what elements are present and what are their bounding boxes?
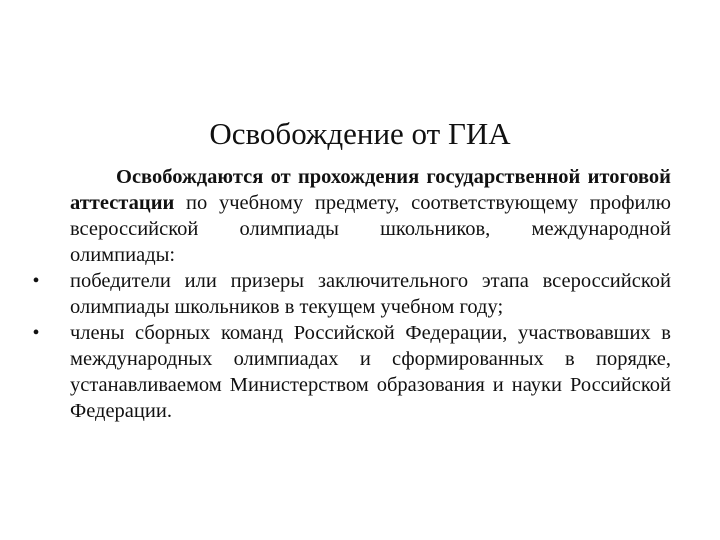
bullet-list: [32, 268, 671, 424]
bullet-dot-icon: •: [32, 270, 40, 292]
list-item: [32, 320, 671, 424]
intro-paragraph: [70, 164, 671, 268]
slide-body: [32, 164, 671, 424]
list-item-text: победители или призеры заключительного этапа всероссийской олимпиады школьников в текущем учебном году;: [70, 270, 671, 318]
intro-bold-text: Освобождаются от прохождения государственной итоговой аттестации: [70, 166, 671, 214]
list-item-text: члены сборных команд Российской Федерации, участвовавших в международных олимпиадах и сформированных в порядке, устанавливаемом Министерством образования и науки Российской Федерации.: [70, 322, 671, 422]
bullet-dot-icon: •: [32, 322, 40, 344]
list-item: [32, 268, 671, 320]
slide-title: Освобождение от ГИА: [209, 116, 511, 151]
intro-rest-text: по учебному предмету, соответствующему профилю всероссийской олимпиады школьников, международной олимпиады:: [70, 192, 671, 266]
